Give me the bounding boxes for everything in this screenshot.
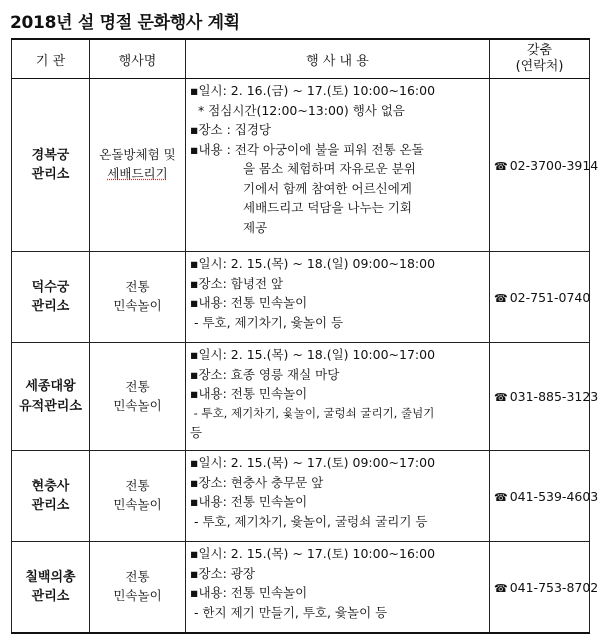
header-detail: 행 사 내 용 (186, 39, 490, 79)
detail-line: ▪내용: 전통 민속놀이 (190, 494, 308, 509)
detail-line: ▪일시: 2. 16.(금) ~ 17.(토) 10:00~16:00 (190, 83, 436, 98)
org-cell (12, 451, 90, 542)
contact-cell (490, 79, 599, 252)
org-name-line: 관리소 (31, 299, 70, 314)
event-detail-cell (186, 79, 490, 252)
phone-number: 02-3700-3914 (509, 157, 599, 173)
detail-line: 등 (190, 425, 203, 440)
event-name-cell (90, 343, 186, 451)
header-org: 기 관 (12, 39, 90, 79)
event-name-line: 전통 (125, 279, 150, 295)
org-name-line: 관리소 (31, 498, 70, 513)
event-name-line: 세배드리기 (107, 166, 168, 181)
org-cell (12, 343, 90, 451)
event-name-line: 전통 (125, 569, 150, 585)
contact-cell (490, 451, 599, 542)
event-name-line: 온돌방체험 및 (99, 147, 176, 163)
phone-icon: ☎ (494, 291, 508, 305)
event-name-line: 민속놀이 (113, 497, 162, 512)
contact-cell (490, 542, 599, 634)
detail-line: ▪내용: 전통 민속놀이 (190, 386, 308, 401)
document-title: 2018년 설 명절 문화행사 계획 (10, 13, 240, 33)
contact-cell (490, 252, 590, 343)
table-row (12, 542, 590, 634)
org-cell (12, 542, 90, 634)
phone-icon: ☎ (494, 391, 508, 404)
org-cell (12, 252, 90, 343)
detail-line: ▪장소: 현충사 충무문 앞 (190, 474, 324, 490)
detail-line: 세배드리고 덕담을 나누는 기회 (243, 200, 412, 215)
event-plan-table (11, 38, 599, 634)
detail-line: - 투호, 제기차기, 윷놀이, 굴렁쇠 굴리기 등 (190, 513, 428, 529)
event-detail-cell (186, 451, 490, 542)
detail-line: * 점심시간(12:00~13:00) 행사 없음 (190, 102, 405, 118)
phone-number: 041-539-4603 (509, 488, 599, 504)
event-detail-cell (186, 252, 490, 343)
phone-number: 041-753-8702 (509, 579, 599, 595)
detail-line: ▪장소 : 집경당 (190, 122, 272, 137)
org-name-line: 관리소 (31, 167, 70, 182)
phone-number: 02-751-0740 (509, 289, 591, 305)
detail-line: ▪장소: 함녕전 앞 (190, 275, 284, 291)
event-name-line: 전통 (125, 378, 150, 394)
phone-icon: ☎ (494, 490, 508, 504)
header-event: 행사명 (90, 39, 186, 79)
detail-line: - 투호, 제기차기, 윷놀이, 굴렁쇠 굴리기, 줄넘기 (190, 405, 435, 420)
header-contact (490, 39, 590, 79)
detail-line: 을 몸소 체험하며 자유로운 분위 (243, 161, 416, 176)
phone-icon: ☎ (494, 581, 508, 595)
detail-line: ▪일시: 2. 15.(목) ~ 17.(토) 10:00~16:00 (190, 546, 436, 561)
detail-line: ▪내용: 전통 민속놀이 (190, 295, 308, 310)
org-name-line: 현충사 (31, 478, 70, 494)
org-name-line: 관리소 (31, 589, 70, 604)
detail-line: ▪장소: 광장 (190, 565, 255, 581)
event-name-line: 민속놀이 (113, 298, 162, 313)
event-name-line: 민속놀이 (113, 588, 162, 603)
event-name-cell (90, 542, 186, 634)
event-name-line: 민속놀이 (113, 397, 162, 413)
detail-line: ▪장소: 효종 영릉 재실 마당 (190, 366, 340, 382)
detail-line: ▪일시: 2. 15.(목) ~ 18.(일) 09:00~18:00 (190, 256, 436, 271)
detail-line: - 한지 제기 만들기, 투호, 윷놀이 등 (190, 604, 388, 620)
contact-cell (490, 343, 599, 451)
table-row (12, 343, 590, 451)
table-header-row (12, 39, 590, 79)
phone-number: 031-885-3123 (509, 389, 599, 404)
detail-line: 기에서 함께 참여한 어르신에게 (243, 180, 412, 196)
org-name-line: 덕수궁 (31, 279, 70, 295)
org-name-line: 유적관리소 (19, 398, 82, 414)
detail-line: - 투호, 제기차기, 윷놀이 등 (190, 314, 344, 330)
event-name-cell (90, 79, 186, 252)
org-name-line: 세종대왕 (25, 379, 76, 394)
event-name-line: 전통 (125, 478, 150, 494)
org-name-line: 경복궁 (31, 147, 70, 163)
detail-line: ▪일시: 2. 15.(목) ~ 17.(토) 09:00~17:00 (190, 455, 436, 470)
event-name-cell (90, 451, 186, 542)
detail-line: ▪내용: 전통 민속놀이 (190, 585, 308, 600)
header-contact-line1: 갖춤 (526, 42, 553, 58)
detail-line: 제공 (243, 219, 268, 235)
table-row (12, 252, 590, 343)
org-name-line: 칠백의총 (25, 569, 76, 585)
phone-icon: ☎ (494, 159, 508, 173)
table-row (12, 451, 590, 542)
table-row (12, 79, 590, 252)
header-contact-line2: (연락처) (515, 59, 564, 74)
org-cell (12, 79, 90, 252)
event-name-cell (90, 252, 186, 343)
event-detail-cell (186, 343, 490, 451)
detail-line: ▪내용 : 전각 아궁이에 불을 피워 전통 온돌 (190, 141, 424, 157)
event-detail-cell (186, 542, 490, 634)
detail-line: ▪일시: 2. 15.(목) ~ 18.(일) 10:00~17:00 (190, 347, 436, 362)
